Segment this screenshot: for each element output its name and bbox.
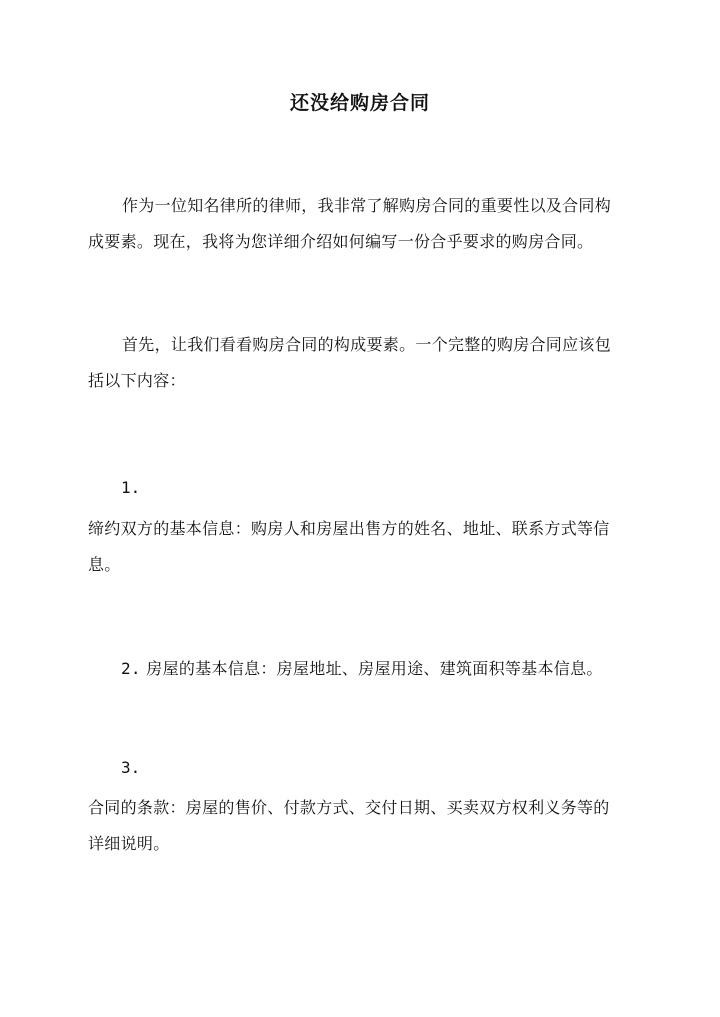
item-2-text: 房屋的基本信息：房屋地址、房屋用途、建筑面积等基本信息。 [146, 659, 603, 678]
item-2 [121, 651, 641, 687]
item-2-line [121, 651, 641, 687]
intro-paragraph [88, 188, 633, 260]
item-3-number: 3. [121, 758, 141, 777]
elements-intro-line-1: 首先，让我们看看购房合同的构成要素。一个完整的购房合同应该包 [122, 335, 612, 354]
elements-intro-paragraph [88, 327, 633, 399]
item-2-number: 2. [121, 659, 141, 678]
intro-line-2: 成要素。现在，我将为您详细介绍如何编写一份合乎要求的购房合同。 [88, 232, 594, 251]
item-1-line-2: 息。 [88, 555, 121, 574]
elements-intro-line-2: 括以下内容： [88, 371, 186, 390]
page-title: 还没给购房合同 [289, 92, 430, 114]
item-1-text [88, 511, 633, 583]
item-3-line-2: 详细说明。 [88, 834, 170, 853]
intro-line-1: 作为一位知名律所的律师，我非常了解购房合同的重要性以及合同构 [122, 196, 612, 215]
item-1-line-1: 缔约双方的基本信息：购房人和房屋出售方的姓名、地址、联系方式等信 [88, 519, 610, 538]
item-3-line-1: 合同的条款：房屋的售价、付款方式、交付日期、买卖双方权利义务等的 [88, 798, 610, 817]
item-1-number: 1. [121, 478, 141, 497]
item-3-text [88, 790, 633, 862]
